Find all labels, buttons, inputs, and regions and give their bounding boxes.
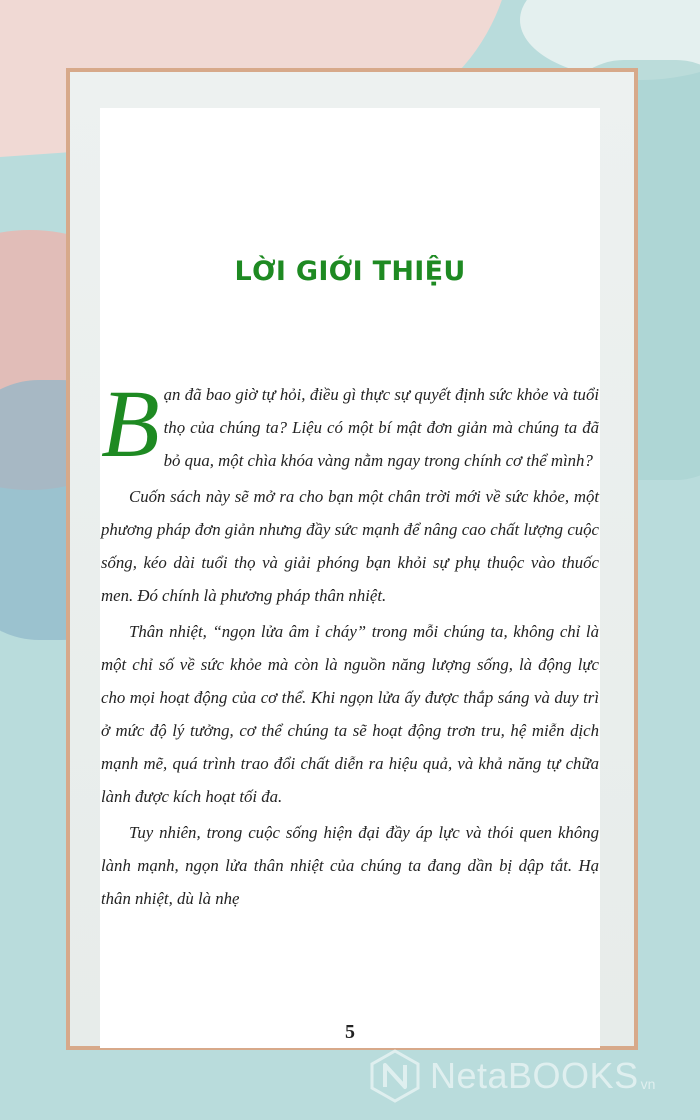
netabooks-logo-icon <box>368 1049 422 1103</box>
drop-cap: B <box>101 370 160 477</box>
watermark-brand: NetaBOOKS <box>430 1055 639 1096</box>
paragraph-intro <box>101 370 599 477</box>
paragraph: Tuy nhiên, trong cuộc sống hiện đại đầy áp lực và thói quen không lành mạnh, ngọn lửa thân nhiệt của chúng ta đang dần bị dập tắt. Hạ thân nhiệt, dù là nhẹ <box>101 823 599 908</box>
page-number: 5 <box>345 1021 355 1043</box>
paragraph-text: ạn đã bao giờ tự hỏi, điều gì thực sự quyết định sức khỏe và tuổi thọ của chúng ta? Liệu có một bí mật đơn giản mà chúng ta đã bỏ qua, một chìa khóa vàng nằm ngay trong chính cơ thể mình? <box>163 385 599 470</box>
page-body <box>101 370 599 915</box>
page-title: LỜI GIỚI THIỆU <box>234 256 466 287</box>
paragraph: Cuốn sách này sẽ mở ra cho bạn một chân trời mới về sức khỏe, một phương pháp đơn giản nhưng đầy sức mạnh để nâng cao chất lượng cuộc sống, kéo dài tuổi thọ và giải phóng bạn khỏi sự phụ thuộc vào thuốc men. Đó chính là phương pháp thân nhiệt. <box>101 487 599 605</box>
book-page <box>100 108 600 1048</box>
watermark-suffix: vn <box>640 1076 656 1092</box>
paragraph: Thân nhiệt, “ngọn lửa âm ỉ cháy” trong mỗi chúng ta, không chỉ là một chỉ số về sức khỏe mà còn là nguồn năng lượng sống, là động lực cho mọi hoạt động của cơ thể. Khi ngọn lửa ấy được thắp sáng và duy trì ở mức độ lý tưởng, cơ thể chúng ta sẽ hoạt động trơn tru, hệ miễn dịch mạnh mẽ, quá trình trao đổi chất diễn ra hiệu quả, và khả năng tự chữa lành được kích hoạt tối đa. <box>101 622 599 806</box>
watermark <box>368 1046 655 1106</box>
